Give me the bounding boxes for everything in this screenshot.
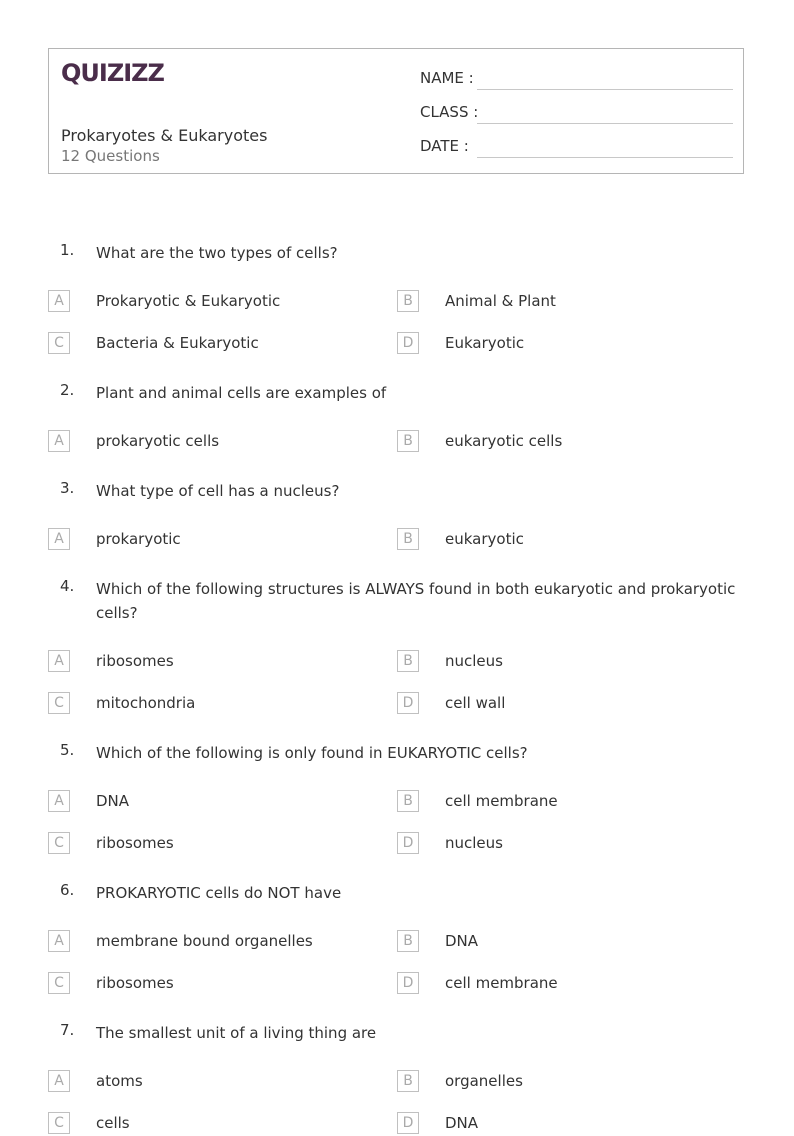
option-letter-box[interactable]: B bbox=[397, 1070, 419, 1092]
question-number: 4. bbox=[60, 577, 75, 595]
option-text: DNA bbox=[445, 932, 479, 950]
option-text: cell wall bbox=[445, 694, 506, 712]
class-line bbox=[477, 123, 733, 124]
option-letter-box[interactable]: B bbox=[397, 430, 419, 452]
question-text: What are the two types of cells? bbox=[96, 244, 338, 262]
option-letter-box[interactable]: D bbox=[397, 332, 419, 354]
option-text: cell membrane bbox=[445, 792, 558, 810]
question-number: 1. bbox=[60, 241, 75, 259]
option-text: cells bbox=[96, 1114, 130, 1132]
option-text: nucleus bbox=[445, 652, 503, 670]
option-text: Bacteria & Eukaryotic bbox=[96, 334, 259, 352]
option-text: mitochondria bbox=[96, 694, 196, 712]
option-letter-box[interactable]: B bbox=[397, 930, 419, 952]
name-line bbox=[477, 89, 733, 90]
worksheet-header bbox=[48, 48, 744, 174]
option-letter-box[interactable]: C bbox=[48, 832, 70, 854]
option-letter-box[interactable]: A bbox=[48, 430, 70, 452]
option-letter-box[interactable]: B bbox=[397, 650, 419, 672]
question-text: What type of cell has a nucleus? bbox=[96, 482, 340, 500]
option-text: prokaryotic bbox=[96, 530, 181, 548]
option-text: Prokaryotic & Eukaryotic bbox=[96, 292, 281, 310]
question-text: Which of the following structures is ALWAYS found in both eukaryotic and prokaryotic cells? bbox=[96, 580, 736, 622]
question-number: 6. bbox=[60, 881, 75, 899]
option-letter-box[interactable]: A bbox=[48, 290, 70, 312]
option-letter-box[interactable]: C bbox=[48, 1112, 70, 1134]
option-text: Animal & Plant bbox=[445, 292, 556, 310]
option-letter-box[interactable]: B bbox=[397, 290, 419, 312]
option-letter-box[interactable]: B bbox=[397, 528, 419, 550]
question-text: Which of the following is only found in EUKARYOTIC cells? bbox=[96, 744, 528, 762]
option-text: ribosomes bbox=[96, 974, 174, 992]
name-label: NAME : bbox=[420, 69, 474, 87]
option-letter-box[interactable]: A bbox=[48, 930, 70, 952]
worksheet-title: Prokaryotes & Eukaryotes bbox=[61, 126, 268, 145]
option-text: DNA bbox=[445, 1114, 479, 1132]
date-label: DATE : bbox=[420, 137, 469, 155]
question-number: 3. bbox=[60, 479, 75, 497]
option-text: ribosomes bbox=[96, 652, 174, 670]
question-text: Plant and animal cells are examples of bbox=[96, 384, 387, 402]
option-text: eukaryotic cells bbox=[445, 432, 563, 450]
option-letter-box[interactable]: A bbox=[48, 1070, 70, 1092]
question-number: 2. bbox=[60, 381, 75, 399]
option-letter-box[interactable]: A bbox=[48, 528, 70, 550]
date-line bbox=[477, 157, 733, 158]
class-label: CLASS : bbox=[420, 103, 479, 121]
option-text: Eukaryotic bbox=[445, 334, 525, 352]
option-letter-box[interactable]: D bbox=[397, 1112, 419, 1134]
question-count: 12 Questions bbox=[61, 147, 160, 165]
option-letter-box[interactable]: A bbox=[48, 650, 70, 672]
option-letter-box[interactable]: A bbox=[48, 790, 70, 812]
option-text: DNA bbox=[96, 792, 130, 810]
option-text: membrane bound organelles bbox=[96, 932, 313, 950]
option-text: atoms bbox=[96, 1072, 143, 1090]
option-letter-box[interactable]: D bbox=[397, 832, 419, 854]
option-text: organelles bbox=[445, 1072, 523, 1090]
option-letter-box[interactable]: D bbox=[397, 692, 419, 714]
option-text: ribosomes bbox=[96, 834, 174, 852]
option-letter-box[interactable]: C bbox=[48, 692, 70, 714]
option-text: cell membrane bbox=[445, 974, 558, 992]
question-number: 7. bbox=[60, 1021, 75, 1039]
question-text: The smallest unit of a living thing are bbox=[96, 1024, 377, 1042]
question-text: PROKARYOTIC cells do NOT have bbox=[96, 884, 342, 902]
option-text: prokaryotic cells bbox=[96, 432, 220, 450]
option-letter-box[interactable]: C bbox=[48, 972, 70, 994]
option-text: nucleus bbox=[445, 834, 503, 852]
option-letter-box[interactable]: C bbox=[48, 332, 70, 354]
option-text: eukaryotic bbox=[445, 530, 524, 548]
quizizz-logo: QUIZIZZ bbox=[61, 59, 164, 87]
question-number: 5. bbox=[60, 741, 75, 759]
option-letter-box[interactable]: D bbox=[397, 972, 419, 994]
option-letter-box[interactable]: B bbox=[397, 790, 419, 812]
